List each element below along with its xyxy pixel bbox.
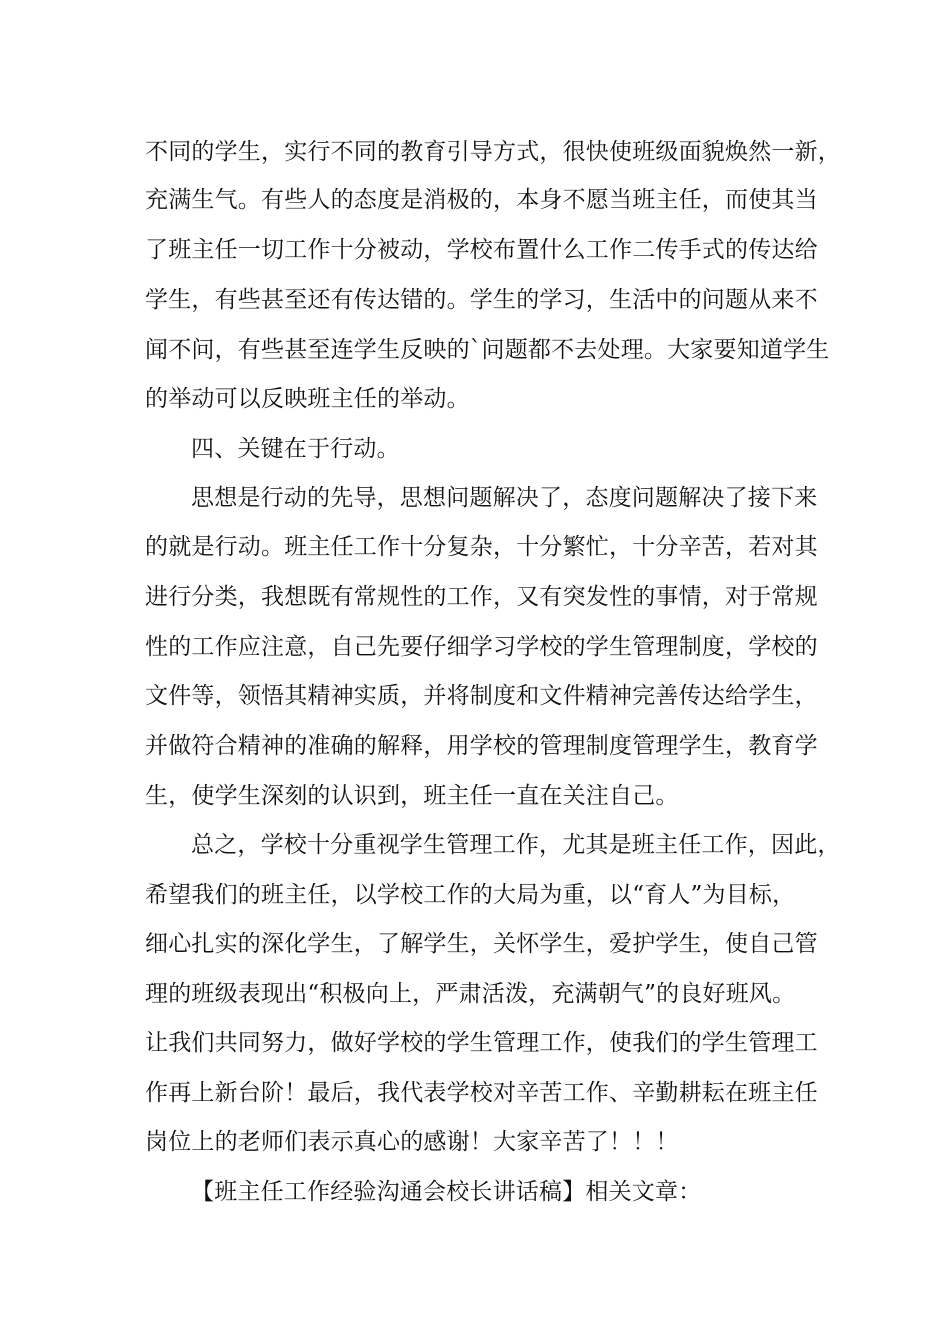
text-line: 文件等，领悟其精神实质，并将制度和文件精神完善传达给学生，: [145, 683, 818, 709]
text-line: 进行分类，我想既有常规性的工作，又有突发性的事情，对于常规: [145, 584, 818, 610]
text-line: 让我们共同努力，做好学校的学生管理工作，使我们的学生管理工: [145, 1030, 818, 1056]
text-line: 的举动可以反映班主任的举动。: [145, 386, 470, 412]
text-line: 不同的学生，实行不同的教育引导方式，很快使班级面貌焕然一新，: [145, 139, 841, 165]
text-line: 的就是行动。班主任工作十分复杂，十分繁忙，十分辛苦，若对其: [145, 534, 818, 560]
text-line: 岗位上的老师们表示真心的感谢！大家辛苦了！！！: [145, 1129, 679, 1155]
text-line: 闻不问，有些甚至连学生反映的`问题都不去处理。大家要知道学生: [145, 337, 830, 363]
text-line: 学生，有些甚至还有传达错的。学生的学习，生活中的问题从来不: [145, 287, 818, 313]
text-line: 充满生气。有些人的态度是消极的，本身不愿当班主任，而使其当: [145, 187, 818, 213]
text-line: 性的工作应注意，自己先要仔细学习学校的学生管理制度，学校的: [145, 634, 818, 660]
text-line: 了班主任一切工作十分被动，学校布置什么工作二传手式的传达给: [145, 237, 818, 263]
text-line: 总之，学校十分重视学生管理工作，尤其是班主任工作，因此，: [191, 832, 841, 858]
text-line: 并做符合精神的准确的解释，用学校的管理制度管理学生，教育学: [145, 733, 818, 759]
text-line: 理的班级表现出“积极向上，严肃活泼，充满朝气”的良好班风。: [145, 981, 796, 1007]
text-line: 细心扎实的深化学生，了解学生，关怀学生，爱护学生，使自己管: [145, 931, 818, 957]
section-heading: 四、关键在于行动。: [191, 436, 400, 462]
text-line: 生，使学生深刻的认识到，班主任一直在关注自己。: [145, 783, 679, 809]
text-line: 思想是行动的先导，思想问题解决了，态度问题解决了接下来: [191, 485, 818, 511]
text-line: 希望我们的班主任，以学校工作的大局为重，以“育人”为目标，: [145, 882, 796, 908]
related-articles-link[interactable]: 【班主任工作经验沟通会校长讲话稿】相关文章：: [191, 1179, 702, 1205]
text-line: 作再上新台阶！最后，我代表学校对辛苦工作、辛勤耕耘在班主任: [145, 1080, 818, 1106]
